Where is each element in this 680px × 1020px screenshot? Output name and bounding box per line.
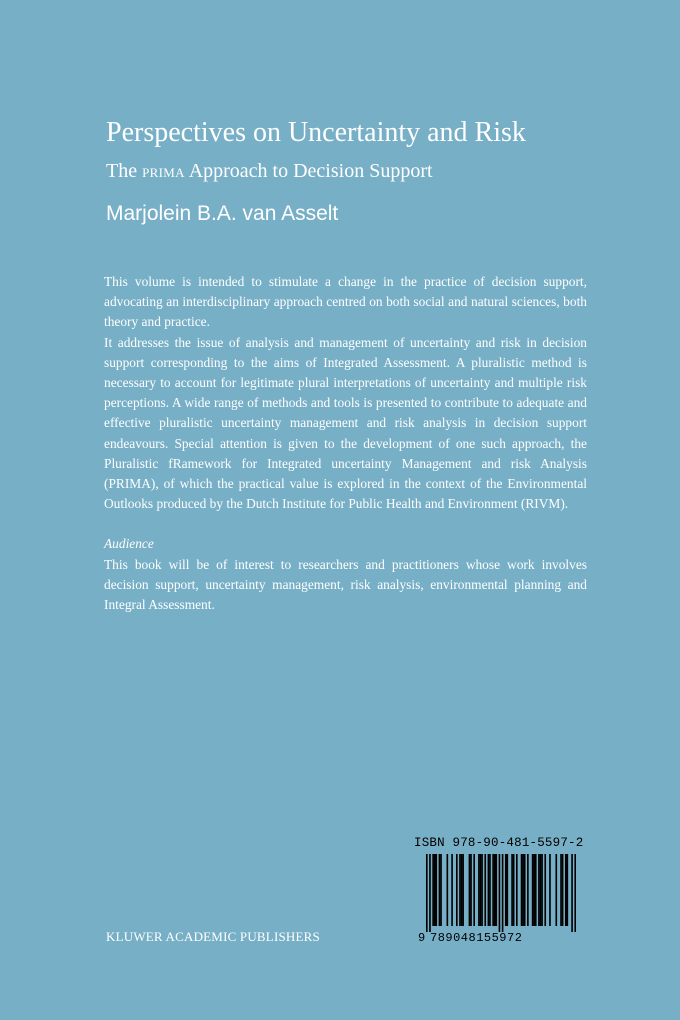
barcode-bar: [549, 854, 551, 926]
barcode-bar: [555, 854, 557, 926]
isbn-barcode-block: [410, 836, 590, 946]
barcode-bar: [439, 854, 441, 926]
barcode-bar: [511, 854, 513, 926]
barcode-bar: [426, 854, 428, 932]
barcode-bar: [532, 854, 534, 926]
barcode-bar: [469, 854, 471, 926]
subtitle-acronym: PRIMA: [142, 165, 185, 180]
barcode-bar: [451, 854, 453, 926]
barcode-graphic: [426, 854, 576, 932]
paragraph-gap: [104, 514, 587, 534]
barcode-bar: [434, 854, 436, 926]
barcode-bar: [502, 854, 504, 932]
barcode-bar: [481, 854, 483, 926]
subtitle-post: Approach to Decision Support: [188, 160, 433, 182]
barcode-bar: [507, 854, 509, 926]
barcode-bar: [524, 854, 526, 926]
subtitle-pre: The: [106, 160, 138, 182]
barcode-bar: [571, 854, 573, 932]
barcode-bar: [459, 854, 461, 926]
barcode-bar: [494, 854, 496, 926]
blurb: [104, 272, 587, 615]
barcode-bar: [489, 854, 491, 926]
barcode-bar: [435, 854, 437, 926]
barcode-bar: [516, 854, 518, 926]
barcode-background: [426, 854, 576, 932]
barcode-bar: [562, 854, 564, 926]
barcode-bar: [456, 854, 458, 926]
barcode-bar: [495, 854, 497, 926]
barcode-bar: [565, 854, 567, 926]
barcode-bar: [533, 854, 535, 926]
barcode-bar: [567, 854, 569, 926]
barcode-bar: [440, 854, 442, 926]
publisher-name: KLUWER ACADEMIC PUBLISHERS: [106, 929, 320, 944]
barcode-bar: [522, 854, 524, 926]
barcode-bar: [470, 854, 472, 926]
barcode-bar: [499, 854, 501, 932]
barcode-bar: [540, 854, 542, 926]
barcode-bar: [535, 854, 537, 926]
blurb-paragraph-2: It addresses the issue of analysis and management of uncertainty and risk in decision support corresponding to the aims of Integrated Assessment. A pluralistic method is necessary to account for legitimate plural interpretations of uncertainty and multiple risk perceptions. A wide range of methods and tools is presented to contribute to adequate and effective pluralistic uncertainty management and risk analysis in decision support endeavours. Special attention is given to the development of one such approach, the Pluralistic fRamework for Integrated uncertainty Management and risk Analysis (PRIMA), of which the practical value is explored in the context of the Environmental Outlooks produced by the Dutch Institute for Public Health and Environment (RIVM).: [104, 334, 587, 512]
barcode-bar: [461, 854, 463, 926]
book-author: Marjolein B.A. van Asselt: [106, 202, 339, 225]
audience-text: This book will be of interest to researchers and practitioners whose work involves decision support, uncertainty management, risk analysis, environmental planning and Integral Assessment.: [104, 556, 587, 613]
barcode-bar: [505, 854, 507, 926]
barcode-bar: [484, 854, 486, 926]
audience-heading: Audience: [104, 536, 154, 552]
book-title: Perspectives on Uncertainty and Risk: [106, 117, 526, 148]
barcode-bar: [462, 854, 464, 926]
barcode-bar: [492, 854, 494, 926]
barcode-bar: [478, 854, 480, 926]
barcode-digit-string: 789048155972: [430, 931, 523, 945]
barcode-bar: [513, 854, 515, 926]
barcode-bar: [541, 854, 543, 926]
barcode-bar: [560, 854, 562, 926]
barcode-bar: [429, 854, 431, 932]
blurb-paragraph-1: This volume is intended to stimulate a change in the practice of decision support, advocating an interdisciplinary approach centred on both social and natural sciences, both theory and practice.: [104, 274, 587, 330]
barcode-bar: [574, 854, 576, 932]
barcode-first-digit: 9: [418, 931, 426, 945]
barcode-bar: [432, 854, 434, 926]
book-subtitle: [106, 158, 433, 186]
barcode-bar: [544, 854, 546, 926]
barcode-bar: [447, 854, 449, 926]
barcode-bar: [473, 854, 475, 926]
barcode-bar: [488, 854, 490, 926]
barcode-bar: [527, 854, 529, 926]
barcode-bar: [480, 854, 482, 926]
barcode-bar: [538, 854, 540, 926]
isbn-label: ISBN 978-90-481-5597-2: [414, 836, 584, 850]
barcode-bar: [521, 854, 523, 926]
